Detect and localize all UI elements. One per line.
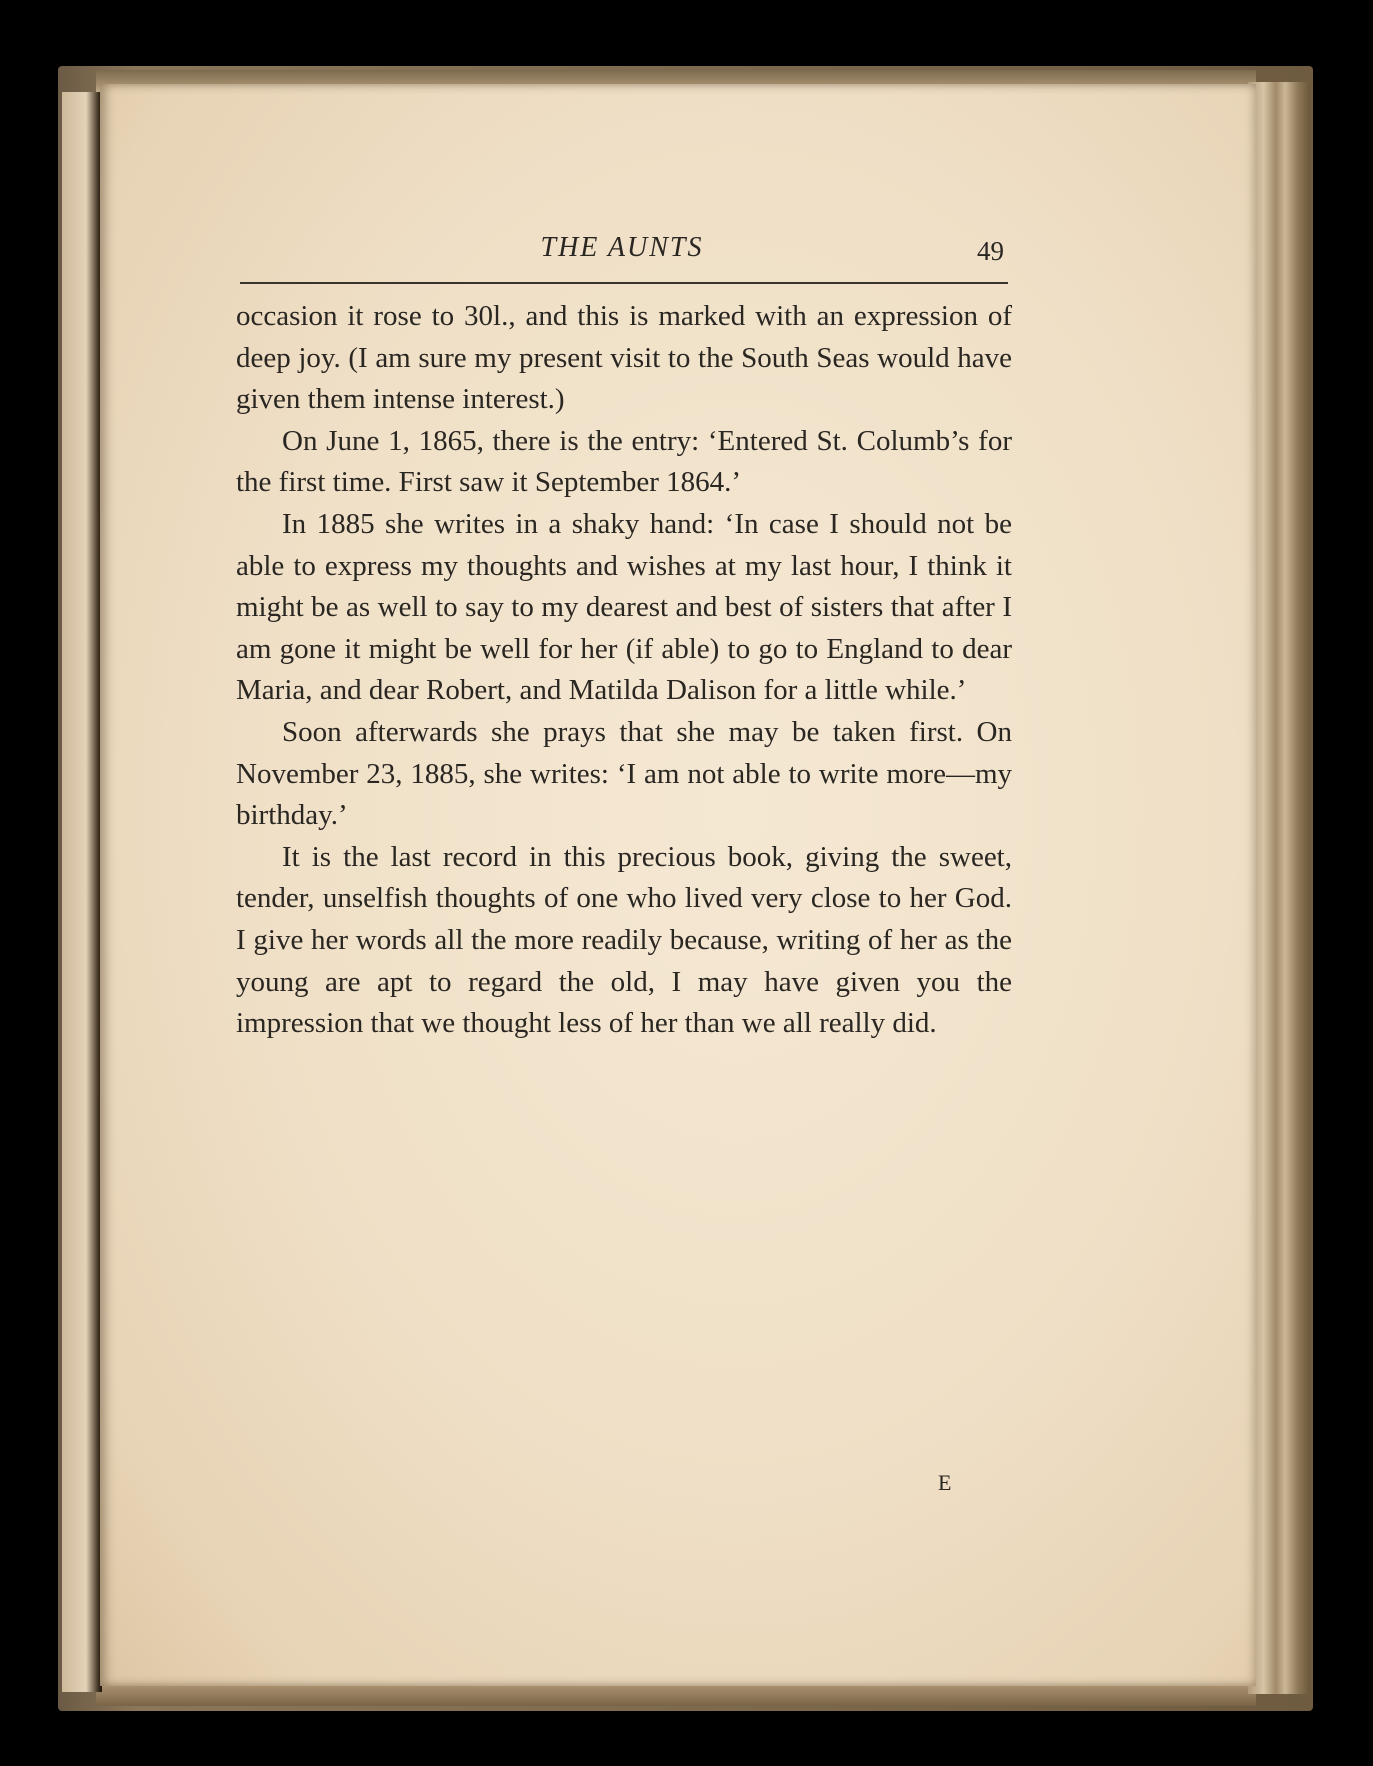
page-number: 49 xyxy=(977,236,1004,266)
book-gutter xyxy=(62,92,102,1692)
paragraph: Soon afterwards she prays that she may be taken first. On November 23, 1885, she writes: ‘I am not able to write more—my birthday.’ xyxy=(236,715,1012,832)
page-stack-edge xyxy=(1248,82,1310,1694)
paragraph: occasion it rose to 30l., and this is marked with an expression of deep joy. (I am sure my present visit to the South Seas would have given them intense interest.) xyxy=(236,300,1012,416)
signature-mark: E xyxy=(938,1470,952,1495)
body-text xyxy=(236,296,1012,1045)
running-title: THE AUNTS xyxy=(540,232,704,263)
paragraph: In 1885 she writes in a shaky hand: ‘In case I should not be able to express my thoughts and wishes at my last hour, I think it might be as well to say to my dearest and best of sisters that after I am gone it might be well for her (if able) to go to England to dear Maria, and dear Robert, and Matilda Dalison for a little while.’ xyxy=(236,507,1012,707)
paragraph: It is the last record in this precious book, giving the sweet, tender, unselfish thoughts of one who lived very close to her God. I give her words all the more readily because, writing of her as the young are apt to regard the old, I may have given you the impression that we thought less of her than we all really did. xyxy=(236,840,1012,1040)
running-head xyxy=(236,228,1008,268)
paragraph: On June 1, 1865, there is the entry: ‘Entered St. Columb’s for the first time. First saw it September 1864.’ xyxy=(236,424,1012,499)
header-rule xyxy=(240,282,1008,284)
